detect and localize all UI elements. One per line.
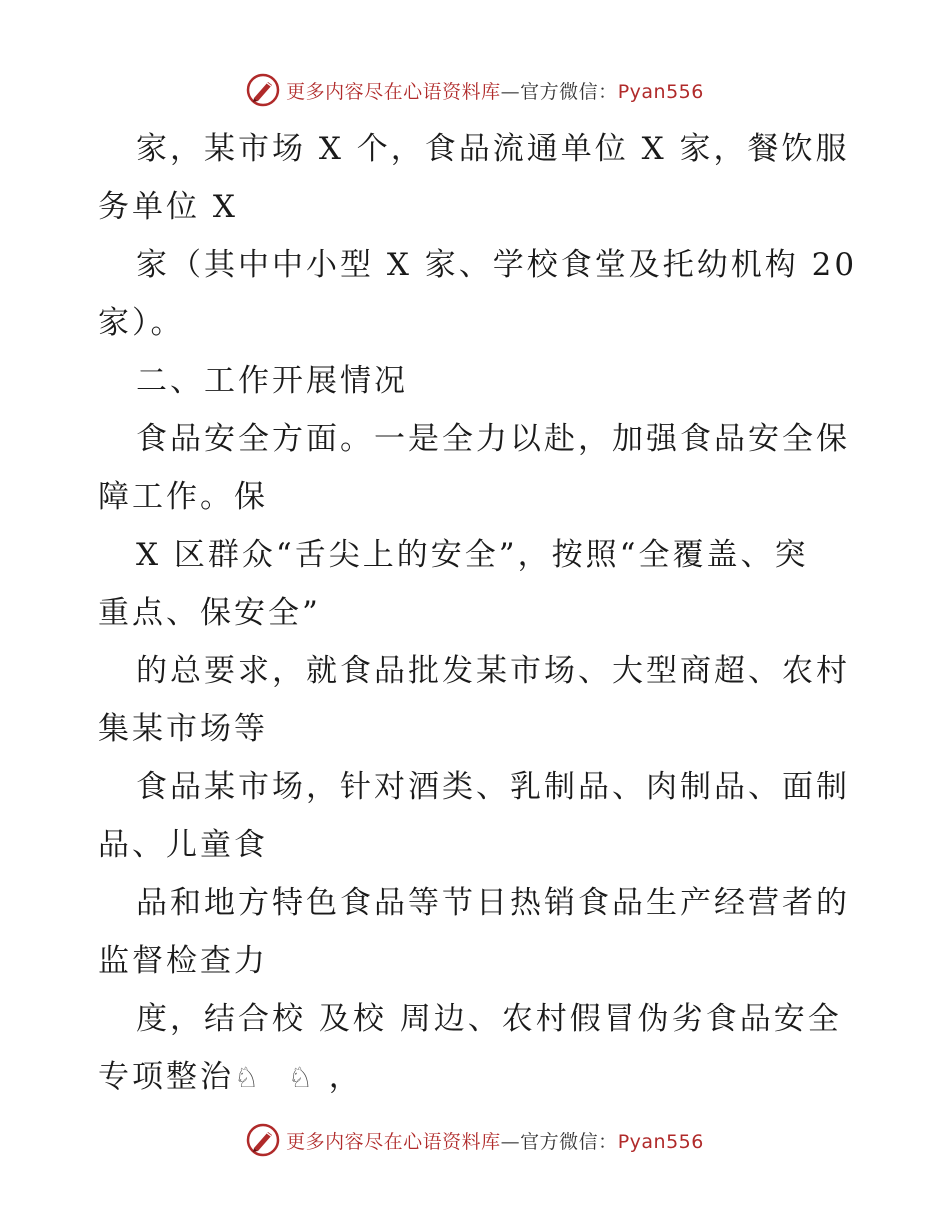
paragraph-line <box>98 1048 858 1107</box>
paragraph-line: 监督检查力 <box>98 943 268 979</box>
paragraph-line: 品、儿童食 <box>98 827 268 863</box>
paragraph-line: 家）。 <box>98 305 185 341</box>
pen-logo-icon <box>246 1123 280 1157</box>
paragraph <box>98 120 858 236</box>
knight-glyph-icon: ♘ <box>287 1061 316 1094</box>
banner-dash: — <box>500 1130 521 1153</box>
banner-dash: — <box>500 80 521 103</box>
banner-site-name: 更多内容尽在心语资料库 <box>286 80 501 103</box>
paragraph-line: 品和地方特色食品等节日热销食品生产经营者的 <box>136 885 850 921</box>
header-banner-text <box>286 77 704 104</box>
paragraph <box>98 236 858 352</box>
paragraph <box>98 642 858 758</box>
section-heading-text: 二、工作开展情况 <box>136 363 408 399</box>
paragraph-line: 家，某市场 X 个，食品流通单位 X 家，餐饮服 <box>136 131 850 167</box>
paragraph-line: 务单位 X <box>98 189 238 225</box>
paragraph <box>98 874 858 990</box>
paragraph-line-text: 专项整治 <box>98 1059 234 1095</box>
paragraph-line: 障工作。保 <box>98 479 268 515</box>
paragraph-line: X 区群众“舌尖上的安全”，按照“全覆盖、突 <box>136 537 809 573</box>
document-body <box>98 120 858 1107</box>
paragraph <box>98 526 858 642</box>
paragraph-line: 度，结合校 及校 周边、农村假冒伪劣食品安全 <box>136 1001 842 1037</box>
paragraph <box>98 758 858 874</box>
footer-banner-text <box>286 1127 704 1154</box>
paragraph-line: 食品安全方面。一是全力以赴，加强食品安全保 <box>136 421 850 457</box>
banner-wechat-id: Pyan556 <box>617 1130 704 1153</box>
paragraph-line: 集某市场等 <box>98 711 268 747</box>
paragraph-line: 家（其中中小型 X 家、学校食堂及托幼机构 20 <box>136 247 858 283</box>
banner-site-name: 更多内容尽在心语资料库 <box>286 1130 501 1153</box>
paragraph <box>98 990 858 1107</box>
header-banner <box>0 70 950 110</box>
section-heading <box>98 352 858 410</box>
paragraph <box>98 410 858 526</box>
footer-banner <box>0 1120 950 1160</box>
banner-wechat-id: Pyan556 <box>617 80 704 103</box>
banner-wechat-label: 官方微信： <box>520 1130 618 1153</box>
trailing-comma: ， <box>328 1059 363 1095</box>
paragraph-line: 食品某市场，针对酒类、乳制品、肉制品、面制 <box>136 769 850 805</box>
paragraph-line: 重点、保安全” <box>98 595 321 631</box>
knight-glyph-icon: ♘ <box>234 1061 263 1094</box>
paragraph-line: 的总要求，就食品批发某市场、大型商超、农村 <box>136 653 850 689</box>
banner-wechat-label: 官方微信： <box>520 80 618 103</box>
pen-logo-icon <box>246 73 280 107</box>
